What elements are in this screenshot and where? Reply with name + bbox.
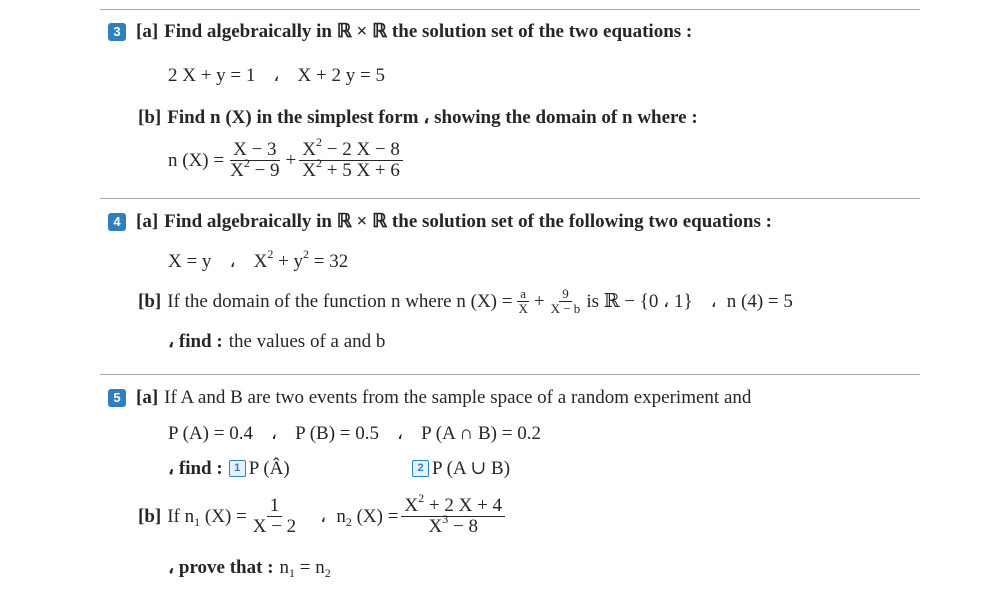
q4-f2-den: X − b — [550, 301, 581, 316]
q4-find-line — [168, 330, 385, 353]
q5-prove-lead: ، prove that : — [168, 557, 274, 578]
q5-fraction-1 — [250, 496, 299, 537]
q5-p1: P (A) = 0.4 — [168, 422, 253, 444]
q5-n1: If $n_1$ (X) = — [167, 505, 247, 529]
q4-f1-den: X — [518, 301, 528, 316]
q3-nx: n (X) = — [168, 149, 225, 171]
q5-find-lead: ، find : — [168, 458, 223, 479]
q5-sub2-text: P (A ∪ B) — [432, 458, 511, 479]
q4-f1-num: a — [517, 287, 529, 302]
q5-f1-den: X − 2 — [252, 516, 297, 537]
q5-sep-2: ، — [397, 423, 404, 444]
q5-probabilities — [168, 422, 541, 445]
q4-a-label: [a] — [136, 210, 159, 232]
q3-fraction-2 — [299, 135, 403, 181]
q5-sub1-badge: 1 — [229, 460, 246, 477]
q5-b-line — [138, 491, 508, 537]
q4-f2-num: 9 — [559, 287, 572, 302]
q4-number-badge: 4 — [108, 213, 126, 231]
q5-sub2-badge: 2 — [412, 460, 429, 477]
q5-a-heading — [108, 387, 751, 409]
q3-a-label: [a] — [136, 20, 159, 42]
q5-n2: $n_2$ (X) = — [336, 505, 399, 529]
q5-find-line — [168, 457, 290, 480]
q5-prove-line — [168, 556, 331, 579]
q3-expression — [168, 135, 406, 181]
q4-b-end: n (4) = 5 — [726, 290, 793, 312]
q4-b-line — [138, 287, 793, 316]
q4-a-text: Find algebraically in ℝ × ℝ the solution set of the following two equations : — [164, 211, 772, 232]
q5-f2-num: $X^2 + 2$ X + 4 — [401, 496, 505, 517]
q3-f1-den: $X^2 - 9$ — [230, 156, 280, 181]
q3-b-heading — [138, 106, 698, 129]
divider-q3-q4 — [100, 198, 920, 199]
q3-eq1: 2 X + y = 1 — [168, 64, 256, 86]
q4-find-lead: ، find : — [168, 331, 223, 352]
q3-number-badge: 3 — [108, 23, 126, 41]
q5-a-text: If A and B are two events from the sample space of a random experiment and — [164, 387, 752, 408]
q3-b-text: Find n (X) in the simplest form ، showing the domain of n where : — [167, 107, 698, 128]
q4-fraction-2 — [548, 287, 584, 316]
q5-sub1-text: P (Â) — [248, 457, 290, 479]
q4-b-pre: If the domain of the function n where n (X) = — [167, 290, 513, 312]
q3-f2-den: $X^2 + 5$ X + 6 — [302, 156, 400, 181]
q3-a-heading — [108, 20, 692, 43]
q5-number-badge: 5 — [108, 389, 126, 407]
q3-sep: ، — [273, 65, 280, 86]
q3-f1-num: X − 3 — [230, 140, 279, 161]
q4-a-heading — [108, 210, 772, 233]
q4-eq2: $X^2 + y^2 = 32$ — [253, 246, 349, 272]
q5-prove-expr: $n_1 = n_2$ — [279, 556, 331, 580]
q4-equations — [168, 246, 349, 273]
q4-sep: ، — [229, 251, 236, 272]
q5-sep-3: ، — [320, 506, 327, 527]
q5-p2: P (B) = 0.5 — [295, 422, 379, 444]
q3-f2-num: $X^2 - 2$ X − 8 — [299, 140, 403, 161]
q3-eq2: X + 2 y = 5 — [297, 64, 385, 86]
divider-q4-q5 — [100, 374, 920, 375]
q4-b-mid: is ℝ − {0 ، 1} — [586, 291, 693, 312]
q5-f2-den: $X^3 - 8$ — [428, 512, 478, 537]
q4-b-label: [b] — [138, 290, 162, 312]
q5-find-item-2 — [412, 457, 510, 480]
q3-equations — [168, 64, 385, 87]
q4-b-sep: ، — [710, 291, 717, 312]
q5-fraction-2 — [401, 491, 505, 537]
q5-p3: P (A ∩ B) = 0.2 — [421, 422, 541, 444]
q3-plus: + — [285, 149, 297, 171]
q5-sep-1: ، — [270, 423, 278, 444]
q4-find-text: the values of a and b — [228, 330, 386, 352]
q3-a-text: Find algebraically in ℝ × ℝ the solution set of the two equations : — [164, 21, 693, 42]
q3-fraction-1 — [227, 140, 282, 181]
q4-plus: + — [533, 290, 545, 312]
top-divider — [100, 9, 920, 10]
q5-a-label: [a] — [136, 387, 159, 408]
q3-b-label: [b] — [138, 106, 162, 128]
q4-eq1: X = y — [168, 250, 212, 272]
q5-b-label: [b] — [138, 505, 162, 527]
q5-f1-num: 1 — [267, 496, 283, 517]
q4-fraction-1 — [515, 287, 530, 316]
